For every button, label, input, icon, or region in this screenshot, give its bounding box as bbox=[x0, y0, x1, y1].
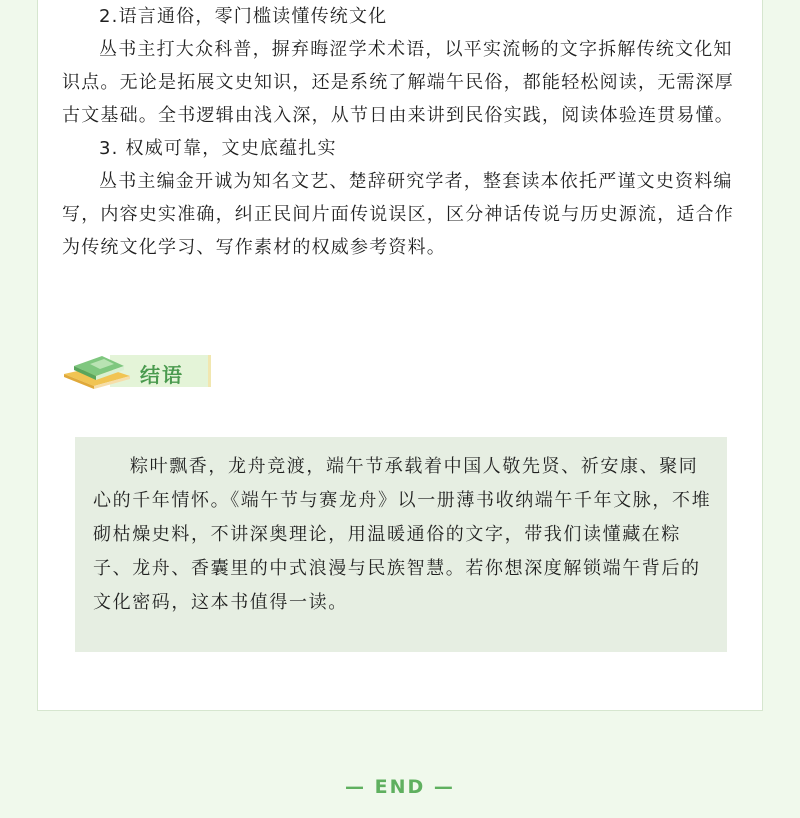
end-marker: — END — bbox=[345, 776, 455, 798]
paragraph-3: 丛书主编金开诚为知名文艺、楚辞研究学者，整套读本依托严谨文史资料编写，内容史实准确，纠正民间片面传说误区，区分神话传说与历史源流，适合作为传统文化学习、写作素材的权威参考资料。 bbox=[62, 171, 734, 258]
conclusion-title: 结语 bbox=[140, 363, 184, 387]
paragraph-2: 丛书主打大众科普，摒弃晦涩学术术语，以平实流畅的文字拆解传统文化知识点。无论是拓展文史知识，还是系统了解端午民俗，都能轻松阅读，无需深厚古文基础。全书逻辑由浅入深，从节日由来讲到民俗实践，阅读体验连贯易懂。 bbox=[62, 39, 734, 126]
article-body bbox=[62, 0, 742, 264]
section-heading-3: 3. 权威可靠，文史底蕴扎实 bbox=[99, 138, 337, 159]
book-stack-icon bbox=[60, 352, 132, 392]
conclusion-text: 粽叶飘香，龙舟竞渡，端午节承载着中国人敬先贤、祈安康、聚同心的千年情怀。《端午节与赛龙舟》以一册薄书收纳端午千年文脉，不堆砌枯燥史料，不讲深奥理论，用温暖通俗的文字，带我们读懂藏在粽子、龙舟、香囊里的中式浪漫与民族智慧。若你想深度解锁端午背后的文化密码，这本书值得一读。 bbox=[93, 456, 712, 613]
conclusion-heading bbox=[60, 352, 210, 392]
section-heading-2: 2.语言通俗，零门槛读懂传统文化 bbox=[99, 6, 388, 27]
conclusion-box bbox=[75, 437, 727, 652]
